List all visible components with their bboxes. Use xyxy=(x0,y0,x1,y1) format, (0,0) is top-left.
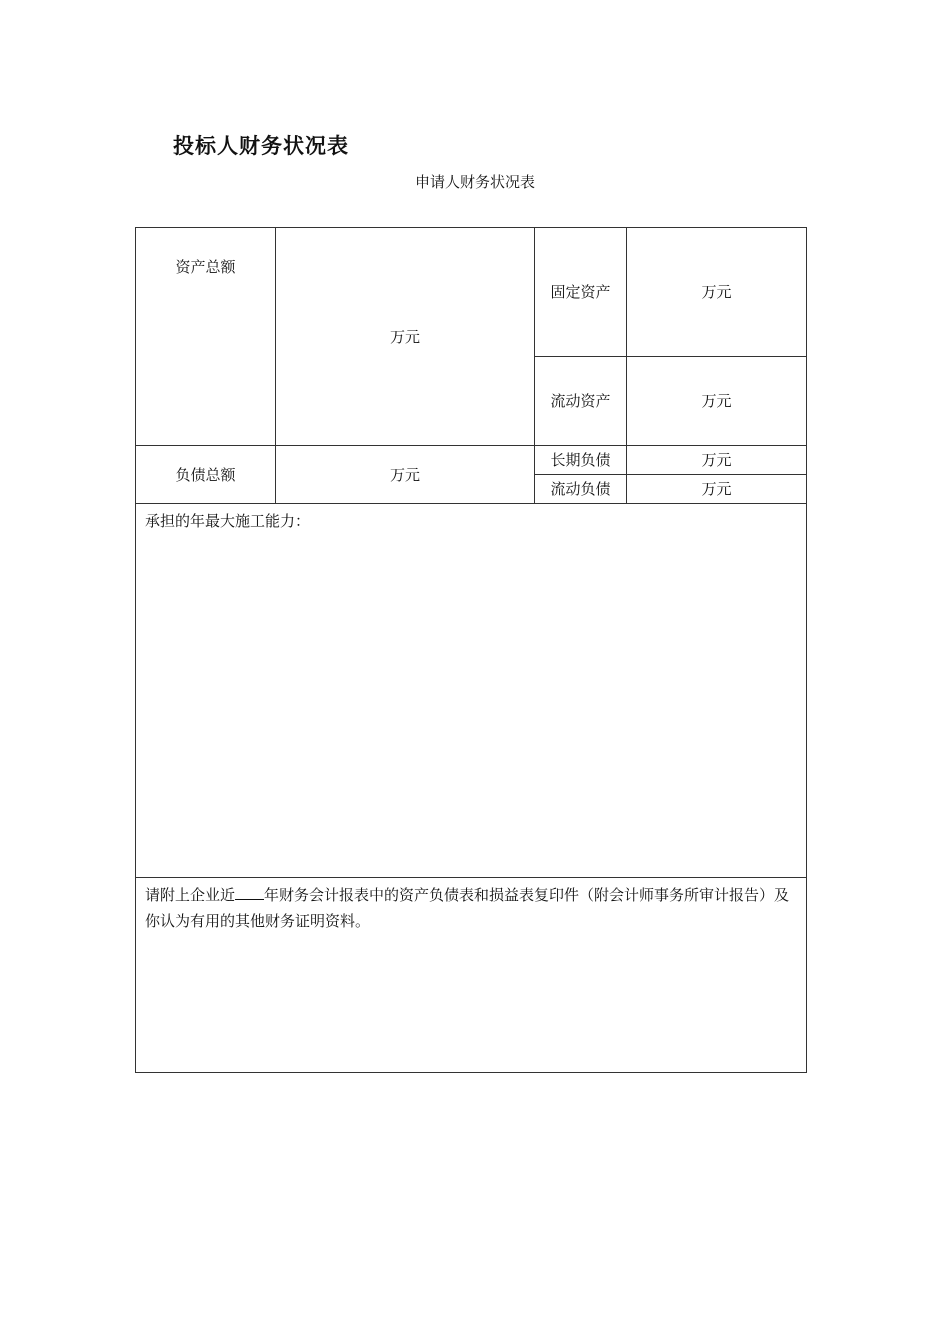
assets-total-value-cell[interactable]: 万元 xyxy=(276,228,535,446)
current-liabilities-value-cell[interactable]: 万元 xyxy=(627,475,807,504)
years-blank-field[interactable] xyxy=(235,882,264,900)
long-term-liabilities-label: 长期负债 xyxy=(535,446,627,475)
liabilities-total-value-cell[interactable]: 万元 xyxy=(276,446,535,504)
assets-total-label: 资产总额 xyxy=(136,228,276,446)
attachment-note-cell[interactable] xyxy=(136,878,807,1073)
current-assets-value-cell[interactable]: 万元 xyxy=(627,357,807,446)
financial-status-table xyxy=(135,227,807,1073)
document-heading: 投标人财务状况表 xyxy=(173,134,349,158)
annual-capacity-label: 承担的年最大施工能力： xyxy=(145,512,311,530)
attachment-note-text-start: 请附上企业近 xyxy=(145,886,236,904)
long-term-liabilities-value-cell[interactable]: 万元 xyxy=(627,446,807,475)
current-assets-label: 流动资产 xyxy=(535,357,627,446)
attachment-note-text-end: 年财务会计报表中的资产负债表和损益表复印件（附会计师事务所审计报告）及你认为有用的其他财务证明资料。 xyxy=(145,886,790,930)
current-liabilities-label: 流动负债 xyxy=(535,475,627,504)
annual-capacity-cell[interactable] xyxy=(136,504,807,878)
liabilities-total-label: 负债总额 xyxy=(136,446,276,504)
fixed-assets-value-cell[interactable]: 万元 xyxy=(627,228,807,357)
fixed-assets-label: 固定资产 xyxy=(535,228,627,357)
form-subtitle: 申请人财务状况表 xyxy=(414,173,535,191)
